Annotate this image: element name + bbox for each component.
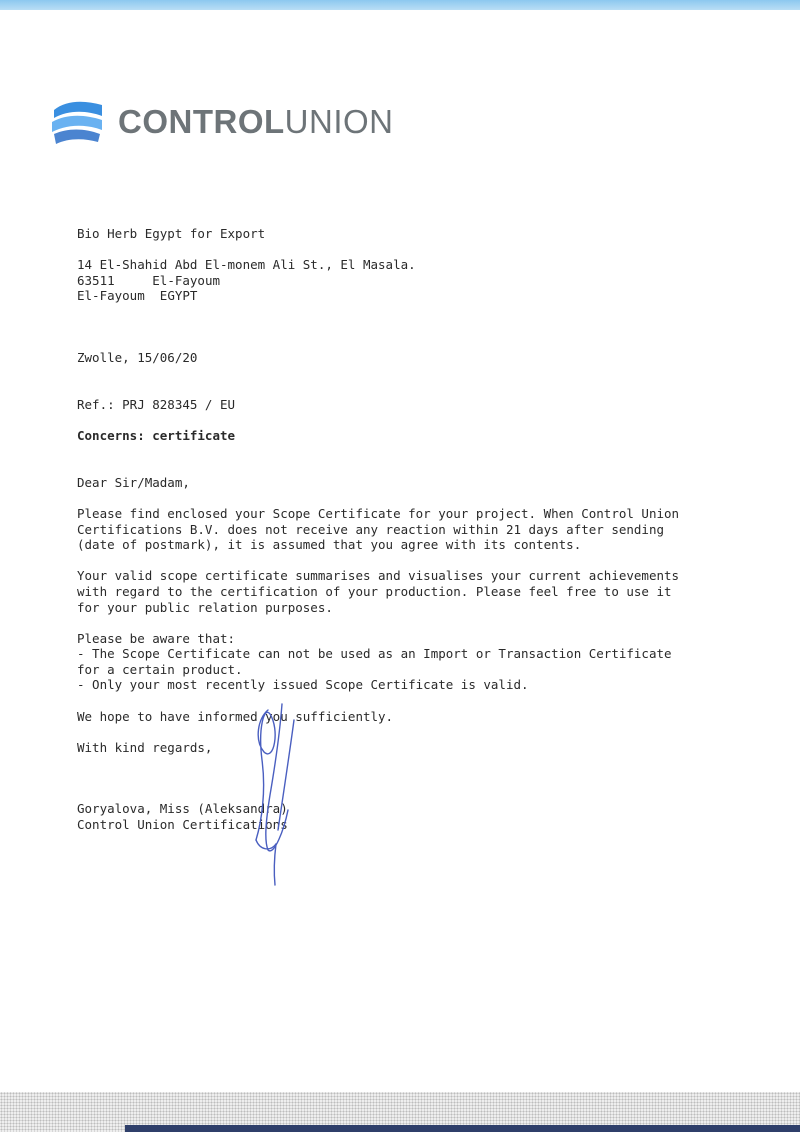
text-line: - Only your most recently issued Scope Certificate is valid. xyxy=(77,677,529,693)
text-line: for a certain product. xyxy=(77,661,243,677)
recipient-name: Bio Herb Egypt for Export xyxy=(77,226,266,241)
text-line: for your public relation purposes. xyxy=(77,599,333,615)
concerns-subject: Concerns: certificate xyxy=(77,428,236,444)
signer-name: Goryalova, Miss (Aleksandra) xyxy=(77,801,288,817)
text-line: (date of postmark), it is assumed that you agree with its contents. xyxy=(77,537,582,553)
recipient-postal-line xyxy=(77,273,717,289)
paragraph-1 xyxy=(77,506,717,553)
logo-wordmark xyxy=(118,103,394,141)
recipient-street: 14 El-Shahid Abd El-monem Ali St., El Masala. xyxy=(77,257,416,273)
reference-number: Ref.: PRJ 828345 / EU xyxy=(77,396,236,412)
text-line: Your valid scope certificate summarises and visualises your current achievements xyxy=(77,568,680,584)
control-union-logo xyxy=(48,92,394,152)
letter-body xyxy=(77,226,717,833)
letter-date: Zwolle, 15/06/20 xyxy=(77,349,198,365)
closing-line: We hope to have informed you sufficiently. xyxy=(77,708,394,724)
regards-line: With kind regards, xyxy=(77,739,213,755)
text-line: - The Scope Certificate can not be used as an Import or Transaction Certificate xyxy=(77,646,672,662)
logo-text-bold: CONTROL xyxy=(118,103,285,140)
top-accent-bar xyxy=(0,0,800,10)
text-line: Please find enclosed your Scope Certificate for your project. When Control Union xyxy=(77,505,680,521)
handwritten-signature xyxy=(240,700,310,890)
paragraph-2 xyxy=(77,568,717,615)
recipient-region: El-Fayoum xyxy=(77,288,145,304)
recipient-country: EGYPT xyxy=(159,288,198,304)
signer-company: Control Union Certifications xyxy=(77,817,288,833)
text-line: Please be aware that: xyxy=(77,630,236,646)
recipient-postal-code: 63511 xyxy=(77,272,115,288)
paragraph-3 xyxy=(77,631,717,693)
salutation: Dear Sir/Madam, xyxy=(77,474,190,490)
text-line: with regard to the certification of your production. Please feel free to use it xyxy=(77,583,672,599)
footer-accent-line xyxy=(125,1125,800,1132)
wave-logo-icon xyxy=(48,96,106,148)
recipient-country-line xyxy=(77,288,717,304)
logo-text-light: UNION xyxy=(284,103,394,140)
recipient-city: El-Fayoum xyxy=(152,272,221,288)
text-line: Certifications B.V. does not receive any reaction within 21 days after sending xyxy=(77,521,664,537)
